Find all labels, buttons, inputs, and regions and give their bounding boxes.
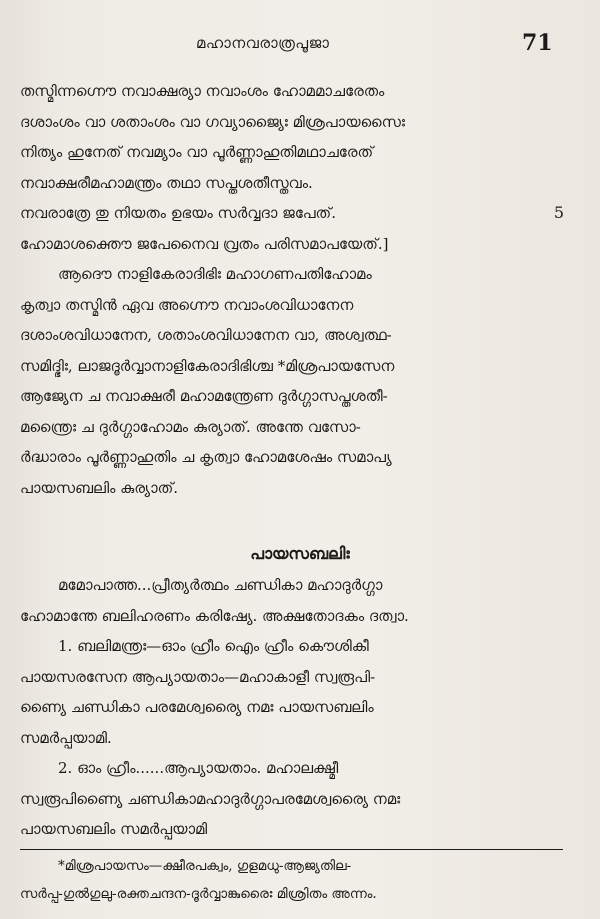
paragraph-line: ർദ്ധാരാം പൂർണ്ണാഹുതിം ച കൃത്വാ ഹോമശേഷം സമാപ്യ [20,448,392,466]
page-header [0,30,600,64]
verse-block [20,76,564,503]
verse-line: നിത്യം ഹുനേത് നവമ്യാം വാ പൂർണ്ണാഹുതിമഥാചരേത് [20,143,374,161]
paragraph-line: ദശാംശവിധാനേന, ശതാംശവിധാനേന വാ, അശ്വത്ഥ- [20,326,392,344]
offering-block [20,570,564,845]
paragraph-line: കൃത്വാ തസ്മിൻ ഏവ അഗ്നൌ നവാംശവിധാനേന [20,295,354,314]
offering-line: ണ്യൈ ചണ്ഡികാ പരമേശ്വര്യൈ നമഃ പായസബലിം [20,698,374,716]
footnote-line: *മിശ്രപായസം—ക്ഷീരപക്വം, ഗുളമധു-ആജ്യതില- [58,858,352,874]
paragraph-line: മന്ത്രൈഃ ച ദുർഗ്ഗാഹോമം കുര്യാത്. അന്തേ വസോ- [20,417,361,436]
verse-line: തസ്മിന്നഗ്നൌ നവാക്ഷര്യാ നവാംശം ഹോമമാചരേതം [20,82,385,100]
paragraph-line: സമിദ്ഭിഃ, ലാജദൂർവ്വാനാളികേരാദിഭിശ്ച *മിശ്രപായസേന [20,356,395,375]
page-number: 71 [522,30,553,56]
offering-line: പായസരസേന ആപ്യായതാം—മഹാകാളീ സ്വരൂപി- [20,667,376,686]
offering-line: സ്വരൂപിണ്യൈ ചണ്ഡികാമഹാദുർഗ്ഗാപരമേശ്വര്യൈ നമഃ [20,789,401,808]
offering-line: പായസബലിം സമർപ്പയാമി [20,820,208,838]
verse-line-numbered [20,198,564,229]
verse-line: നവരാത്രേ തു നിയതം ഉഭയം സർവ്വദാ ജപേത്. [20,204,336,222]
section-title: പായസബലിഃ [250,544,350,563]
offering-line: മമോപാത്ത...പ്രീത്യർത്ഥം ചണ്ഡികാ മഹാദുർഗ്ഗാ [58,576,383,594]
footnote [20,852,564,908]
footnote-divider [20,849,563,850]
footnote-line: സർപ്പ-ഗുൽഗുലു-രക്തചന്ദന-ദൂർവ്വാങ്കുരൈഃ മിശ്രിതം അന്നം. [20,886,377,902]
paragraph-line: പായസബലിം കുര്യാത്. [20,478,179,497]
offering-line: സമർപ്പയാമി. [20,728,112,747]
verse-line: ദശാംശം വാ ശതാംശം വാ ഗവ്യാജ്യൈഃ മിശ്രപായസൈഃ [20,112,405,131]
paragraph-line: ആജ്യേന ച നവാക്ഷരീ മഹാമന്ത്രേണ ദുർഗ്ഗാസപ്തശതീ- [20,387,388,405]
offering-line: 1. ബലിമന്ത്രഃ—ഓം ഹ്രീം ഐം ഹ്രീം കൌശികീ [58,637,369,655]
verse-number: 5 [553,203,564,222]
offering-line: 2. ഓം ഹ്രീം......ആപ്യായതാം. മഹാലക്ഷ്മീ [58,759,339,777]
closing-line: ഹോമാശക്തൌ ജപേനൈവ വ്രതം പരിസമാപയേത്.] [20,234,389,253]
verse-line: നവാക്ഷരീമഹാമന്ത്രം തഥാ സപ്തശതീസ്തവം. [20,173,313,192]
offering-line: ഹോമാന്തേ ബലിഹരണം കരിഷ്യേ. അക്ഷതോദകം ദത്വാ. [20,606,409,625]
paragraph-line: ആദൌ നാളികേരാദിഭിഃ മഹാഗണപതിഹോമം [58,265,372,283]
running-head: മഹാനവരാത്രപൂജാ [196,34,330,52]
